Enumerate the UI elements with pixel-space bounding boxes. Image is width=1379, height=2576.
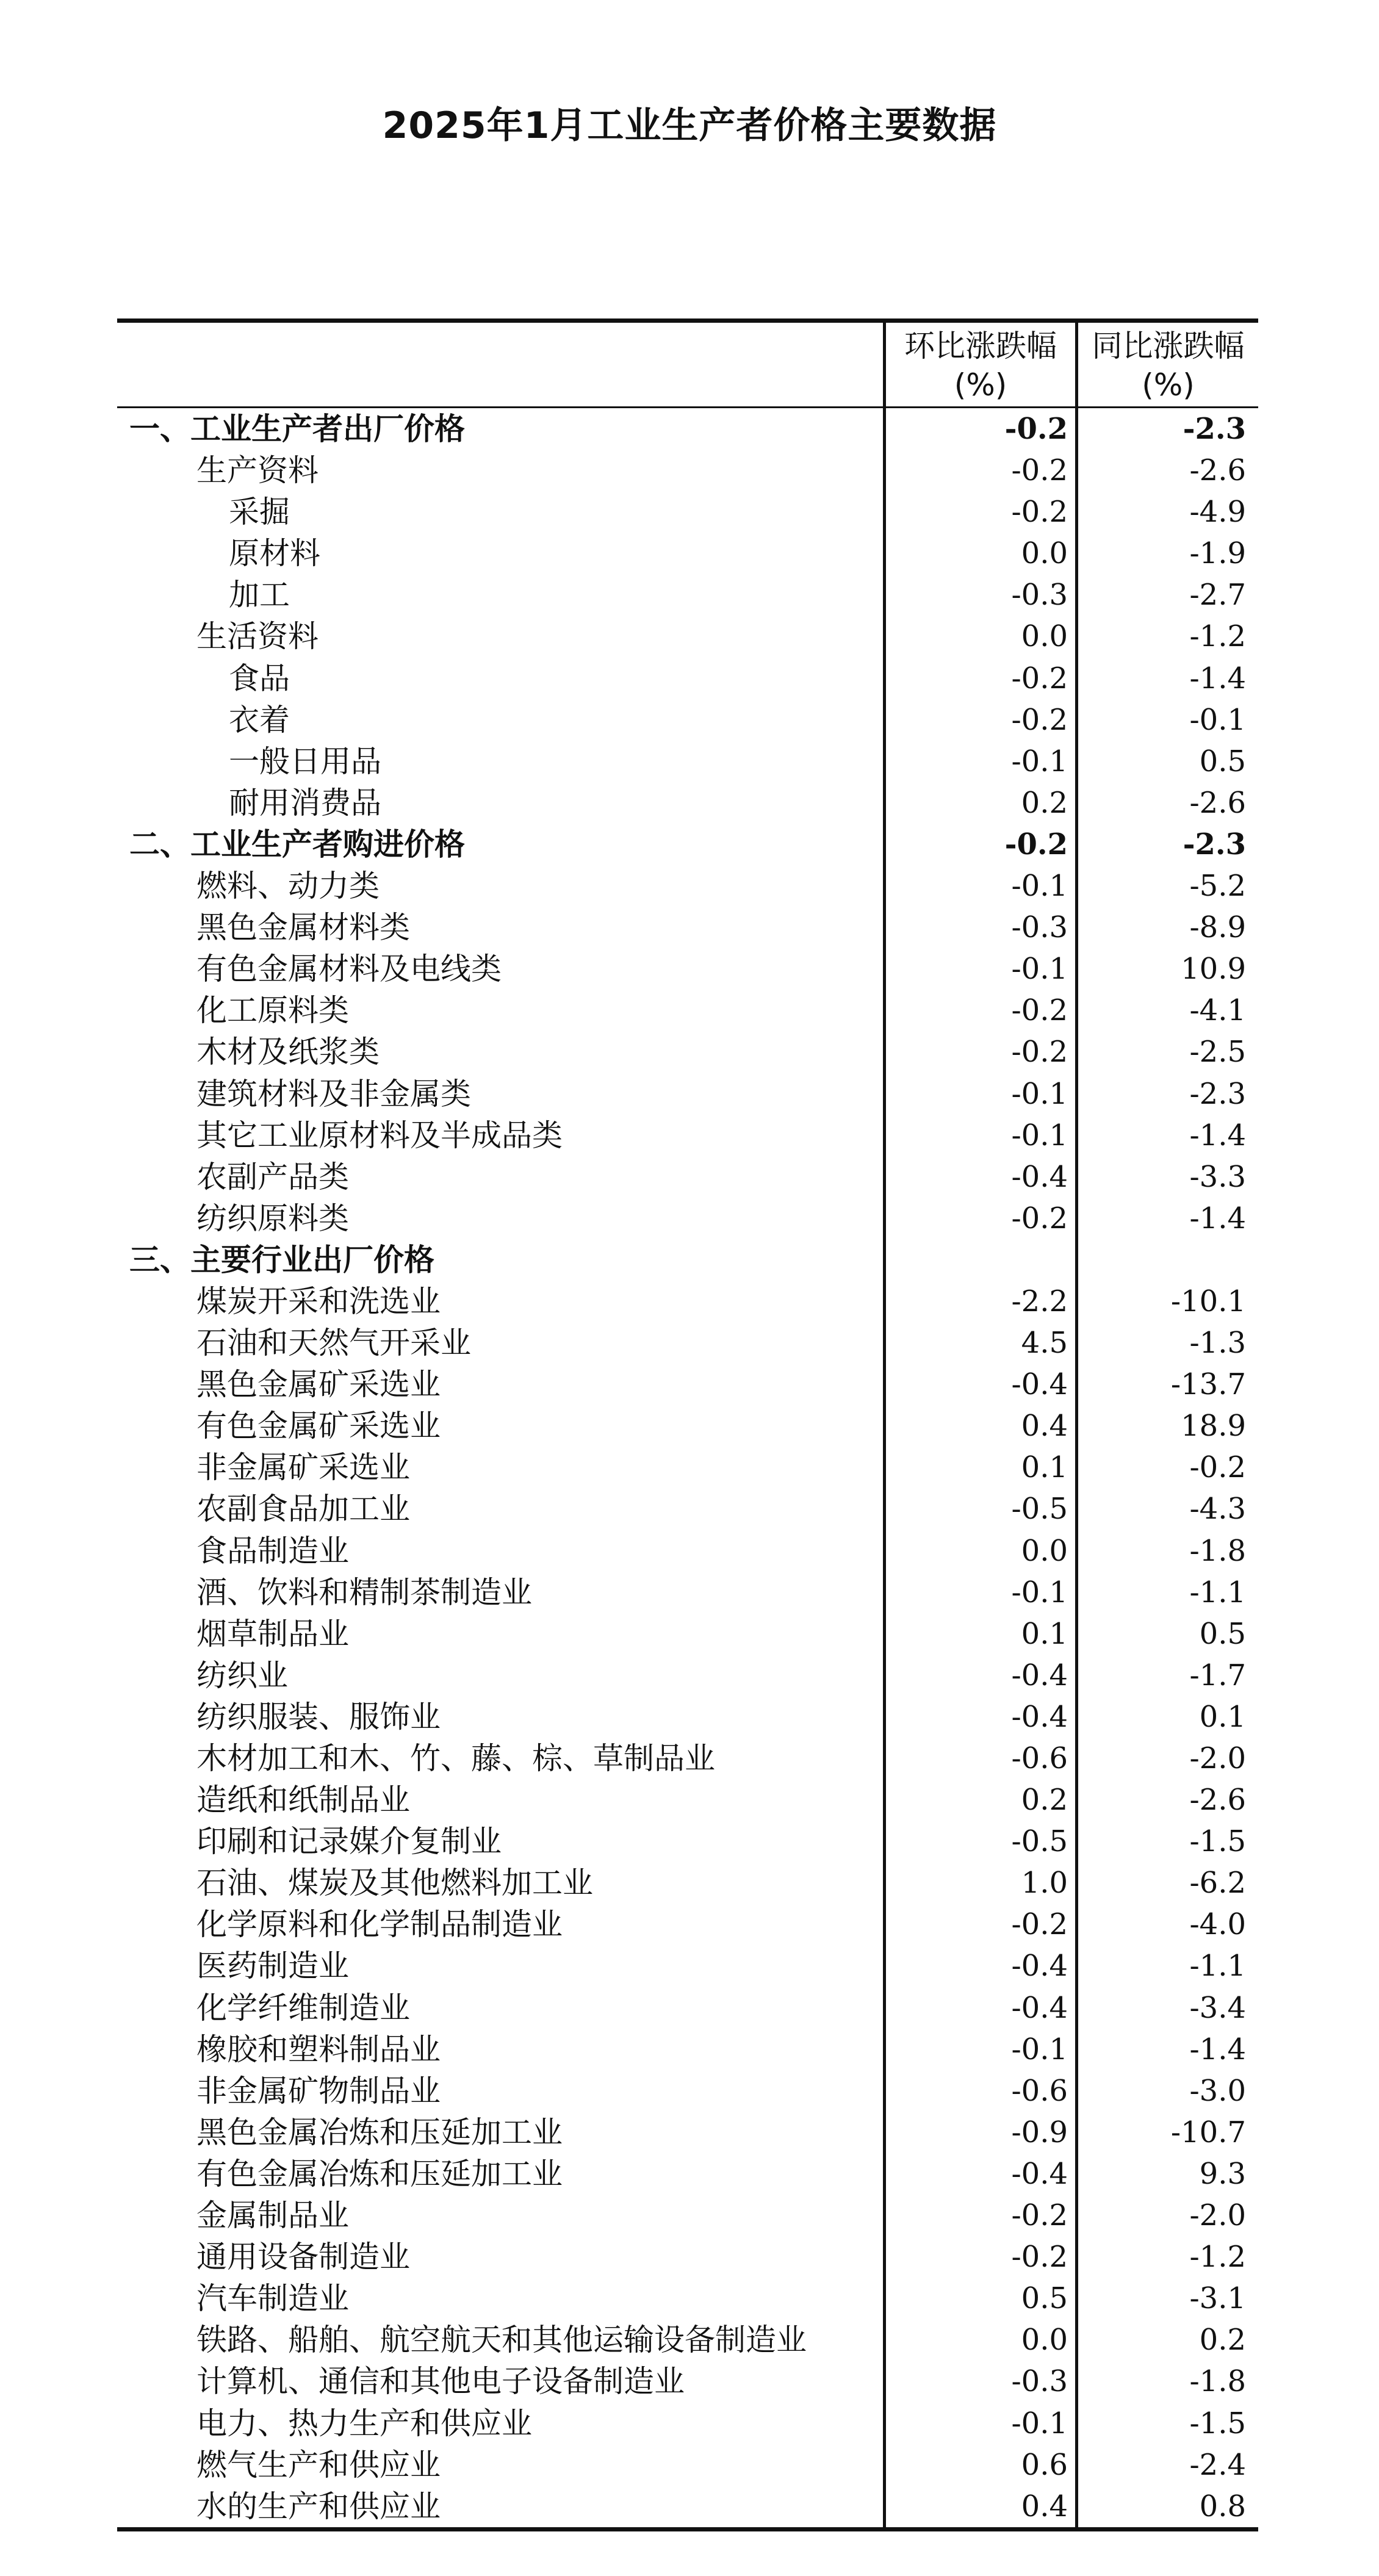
yoy-value: -1.4 (1075, 1115, 1258, 1156)
table-row (117, 2403, 1258, 2444)
yoy-value: -2.3 (1075, 824, 1258, 865)
table-row (117, 1073, 1258, 1115)
section-heading: 二、工业生产者购进价格 (129, 826, 465, 862)
row-label: 农副食品加工业 (196, 1491, 410, 1527)
table-body (117, 408, 1258, 2527)
mom-value: 0.4 (883, 1405, 1075, 1447)
table-row (117, 616, 1258, 657)
row-label: 石油和天然气开采业 (196, 1325, 471, 1361)
mom-value: -0.2 (883, 658, 1075, 699)
row-label: 煤炭开采和洗选业 (196, 1283, 441, 1319)
table-row (117, 533, 1258, 574)
table-row (117, 2195, 1258, 2236)
mom-value (883, 1239, 1075, 1281)
mom-value: -0.2 (883, 1198, 1075, 1239)
mom-value: -0.4 (883, 2153, 1075, 2195)
table-row (117, 2278, 1258, 2319)
table-row (117, 2029, 1258, 2070)
yoy-value: -2.3 (1075, 1073, 1258, 1115)
yoy-value: -3.3 (1075, 1156, 1258, 1198)
row-label: 有色金属矿采选业 (196, 1408, 441, 1444)
table-row (117, 1488, 1258, 1530)
yoy-value: 0.5 (1075, 1613, 1258, 1655)
table-row (117, 1613, 1258, 1655)
table-row (117, 907, 1258, 948)
yoy-value: -2.0 (1075, 2195, 1258, 2236)
mom-value: -0.1 (883, 2403, 1075, 2444)
yoy-value: -3.4 (1075, 1987, 1258, 2029)
row-label: 燃气生产和供应业 (196, 2447, 441, 2483)
yoy-value: -1.7 (1075, 1655, 1258, 1696)
table-row (117, 741, 1258, 782)
mom-value: -0.1 (883, 741, 1075, 782)
row-label: 加工 (229, 577, 290, 613)
yoy-value: -4.1 (1075, 990, 1258, 1031)
mom-value: -0.6 (883, 1738, 1075, 1779)
table-row (117, 865, 1258, 907)
table-row (117, 1447, 1258, 1488)
row-label: 铁路、船舶、航空航天和其他运输设备制造业 (196, 2322, 807, 2358)
row-label: 生活资料 (196, 619, 319, 655)
mom-value: -0.2 (883, 2195, 1075, 2236)
mom-value: -0.2 (883, 1031, 1075, 1073)
table-row (117, 1530, 1258, 1572)
yoy-value: -1.1 (1075, 1572, 1258, 1613)
table-row (117, 1945, 1258, 1987)
table-row (117, 1655, 1258, 1696)
header-mom (883, 323, 1075, 406)
mom-value: -0.9 (883, 2112, 1075, 2153)
mom-value: -0.3 (883, 574, 1075, 616)
table-row (117, 658, 1258, 699)
table-row (117, 450, 1258, 491)
mom-value: -0.2 (883, 450, 1075, 491)
yoy-value: -4.9 (1075, 491, 1258, 533)
row-label: 黑色金属冶炼和压延加工业 (196, 2114, 563, 2150)
yoy-value (1075, 1239, 1258, 1281)
yoy-value: 0.1 (1075, 1696, 1258, 1738)
yoy-value: -6.2 (1075, 1862, 1258, 1904)
row-label: 化工原料类 (196, 993, 349, 1029)
table-row (117, 1031, 1258, 1073)
mom-value: -0.4 (883, 1156, 1075, 1198)
yoy-value: 0.5 (1075, 741, 1258, 782)
row-label: 橡胶和塑料制品业 (196, 2031, 441, 2067)
table-row (117, 1821, 1258, 1862)
mom-value: 0.0 (883, 616, 1075, 657)
mom-value: -0.4 (883, 1655, 1075, 1696)
mom-value: -0.4 (883, 1364, 1075, 1405)
mom-value: 0.2 (883, 782, 1075, 824)
table-row (117, 2486, 1258, 2527)
table-row (117, 2319, 1258, 2361)
yoy-value: -0.2 (1075, 1447, 1258, 1488)
table-row (117, 574, 1258, 616)
table-row (117, 2153, 1258, 2195)
header-yoy (1075, 323, 1258, 406)
table-row (117, 1281, 1258, 1322)
mom-value: -0.2 (883, 824, 1075, 865)
row-label: 印刷和记录媒介复制业 (196, 1824, 502, 1860)
yoy-value: -2.3 (1075, 408, 1258, 450)
table-row (117, 1364, 1258, 1405)
yoy-value: -1.8 (1075, 2361, 1258, 2402)
row-label: 燃料、动力类 (196, 868, 380, 904)
table-row (117, 699, 1258, 741)
mom-value: -0.1 (883, 948, 1075, 990)
table-header (117, 323, 1258, 406)
row-label: 非金属矿采选业 (196, 1450, 410, 1486)
row-label: 一般日用品 (229, 743, 381, 779)
mom-value: -0.2 (883, 990, 1075, 1031)
table-top-rule (117, 318, 1258, 323)
yoy-value: -2.6 (1075, 450, 1258, 491)
yoy-value: -1.3 (1075, 1322, 1258, 1364)
row-label: 通用设备制造业 (196, 2239, 410, 2275)
yoy-value: -1.2 (1075, 2236, 1258, 2278)
yoy-value: -1.4 (1075, 1198, 1258, 1239)
yoy-value: -2.4 (1075, 2444, 1258, 2486)
mom-value: -0.2 (883, 2236, 1075, 2278)
yoy-value: -2.7 (1075, 574, 1258, 616)
mom-value: -0.1 (883, 1115, 1075, 1156)
yoy-value: -2.6 (1075, 1779, 1258, 1821)
mom-value: 0.1 (883, 1447, 1075, 1488)
header-label-blank (117, 323, 883, 406)
header-mom-title: 环比涨跌幅 (904, 328, 1057, 364)
mom-value: -0.4 (883, 1987, 1075, 2029)
row-label: 纺织业 (196, 1657, 288, 1693)
header-mom-unit: (%) (954, 367, 1007, 403)
page-title: 2025年1月工业生产者价格主要数据 (382, 104, 997, 147)
yoy-value: -2.0 (1075, 1738, 1258, 1779)
table-row (117, 2112, 1258, 2153)
row-label: 木材及纸浆类 (196, 1034, 380, 1070)
mom-value: 0.0 (883, 2319, 1075, 2361)
row-label: 木材加工和木、竹、藤、棕、草制品业 (196, 1741, 715, 1776)
row-label: 其它工业原材料及半成品类 (196, 1117, 563, 1153)
mom-value: -0.1 (883, 1073, 1075, 1115)
yoy-value: -1.5 (1075, 2403, 1258, 2444)
section-heading: 一、工业生产者出厂价格 (129, 411, 465, 447)
table-row (117, 1115, 1258, 1156)
mom-value: -0.3 (883, 907, 1075, 948)
table-row (117, 1779, 1258, 1821)
mom-value: -2.2 (883, 1281, 1075, 1322)
row-label: 计算机、通信和其他电子设备制造业 (196, 2364, 685, 2400)
mom-value: 0.0 (883, 1530, 1075, 1572)
yoy-value: -1.1 (1075, 1945, 1258, 1987)
mom-value: -0.5 (883, 1821, 1075, 1862)
table-row (117, 2361, 1258, 2402)
table-row (117, 2236, 1258, 2278)
mom-value: -0.2 (883, 408, 1075, 450)
yoy-value: 18.9 (1075, 1405, 1258, 1447)
header-yoy-title: 同比涨跌幅 (1092, 328, 1245, 364)
mom-value: -0.2 (883, 1904, 1075, 1945)
row-label: 黑色金属矿采选业 (196, 1367, 441, 1403)
row-label: 水的生产和供应业 (196, 2488, 441, 2524)
table-row (117, 1405, 1258, 1447)
mom-value: -0.3 (883, 2361, 1075, 2402)
mom-value: -0.1 (883, 865, 1075, 907)
yoy-value: -2.5 (1075, 1031, 1258, 1073)
price-data-table (117, 318, 1258, 2531)
table-row (117, 2070, 1258, 2112)
header-yoy-unit: (%) (1142, 367, 1195, 403)
mom-value: 0.2 (883, 1779, 1075, 1821)
table-row (117, 1239, 1258, 1281)
row-label: 原材料 (229, 536, 320, 572)
table-row (117, 2444, 1258, 2486)
yoy-value: -3.1 (1075, 2278, 1258, 2319)
yoy-value: -1.4 (1075, 658, 1258, 699)
section-heading: 三、主要行业出厂价格 (129, 1242, 434, 1278)
mom-value: -0.1 (883, 1572, 1075, 1613)
yoy-value: -5.2 (1075, 865, 1258, 907)
table-row (117, 990, 1258, 1031)
table-row (117, 824, 1258, 865)
row-label: 建筑材料及非金属类 (196, 1076, 471, 1112)
mom-value: -0.4 (883, 1696, 1075, 1738)
mom-value: 0.6 (883, 2444, 1075, 2486)
yoy-value: 9.3 (1075, 2153, 1258, 2195)
row-label: 有色金属冶炼和压延加工业 (196, 2156, 563, 2192)
mom-value: 1.0 (883, 1862, 1075, 1904)
row-label: 酒、饮料和精制茶制造业 (196, 1574, 532, 1610)
mom-value: -0.2 (883, 491, 1075, 533)
yoy-value: -2.6 (1075, 782, 1258, 824)
row-label: 化学纤维制造业 (196, 1990, 410, 2026)
row-label: 耐用消费品 (229, 785, 381, 821)
row-label: 食品 (229, 660, 290, 696)
mom-value: -0.5 (883, 1488, 1075, 1530)
row-label: 有色金属材料及电线类 (196, 951, 502, 987)
table-row (117, 1904, 1258, 1945)
row-label: 烟草制品业 (196, 1616, 349, 1652)
row-label: 黑色金属材料类 (196, 910, 410, 946)
row-label: 采掘 (229, 494, 290, 530)
table-row (117, 1322, 1258, 1364)
row-label: 食品制造业 (196, 1533, 349, 1569)
table-row (117, 948, 1258, 990)
yoy-value: -4.0 (1075, 1904, 1258, 1945)
mom-value: -0.6 (883, 2070, 1075, 2112)
mom-value: 4.5 (883, 1322, 1075, 1364)
yoy-value: -1.4 (1075, 2029, 1258, 2070)
table-row (117, 1572, 1258, 1613)
yoy-value: -10.7 (1075, 2112, 1258, 2153)
yoy-value: -3.0 (1075, 2070, 1258, 2112)
row-label: 造纸和纸制品业 (196, 1782, 410, 1818)
table-row (117, 491, 1258, 533)
yoy-value: -13.7 (1075, 1364, 1258, 1405)
table-row (117, 1696, 1258, 1738)
mom-value: -0.4 (883, 1945, 1075, 1987)
row-label: 石油、煤炭及其他燃料加工业 (196, 1865, 593, 1901)
table-row (117, 782, 1258, 824)
yoy-value: -8.9 (1075, 907, 1258, 948)
table-bottom-rule (117, 2527, 1258, 2531)
row-label: 农副产品类 (196, 1159, 349, 1195)
row-label: 生产资料 (196, 453, 319, 489)
mom-value: 0.4 (883, 2486, 1075, 2527)
table-row (117, 408, 1258, 450)
row-label: 金属制品业 (196, 2198, 349, 2234)
table-row (117, 1738, 1258, 1779)
yoy-value: -4.3 (1075, 1488, 1258, 1530)
table-row (117, 1862, 1258, 1904)
yoy-value: -1.2 (1075, 616, 1258, 657)
mom-value: -0.2 (883, 699, 1075, 741)
row-label: 电力、热力生产和供应业 (196, 2405, 532, 2441)
mom-value: -0.1 (883, 2029, 1075, 2070)
mom-value: 0.0 (883, 533, 1075, 574)
yoy-value: 0.2 (1075, 2319, 1258, 2361)
row-label: 非金属矿物制品业 (196, 2073, 441, 2109)
yoy-value: -10.1 (1075, 1281, 1258, 1322)
table-row (117, 1198, 1258, 1239)
mom-value: 0.5 (883, 2278, 1075, 2319)
row-label: 衣着 (229, 702, 290, 738)
mom-value: 0.1 (883, 1613, 1075, 1655)
table-row (117, 1987, 1258, 2029)
row-label: 化学原料和化学制品制造业 (196, 1907, 563, 1943)
yoy-value: 0.8 (1075, 2486, 1258, 2527)
table-row (117, 1156, 1258, 1198)
row-label: 纺织服装、服饰业 (196, 1699, 441, 1735)
yoy-value: -1.9 (1075, 533, 1258, 574)
row-label: 医药制造业 (196, 1948, 349, 1984)
row-label: 汽车制造业 (196, 2281, 349, 2317)
yoy-value: -1.8 (1075, 1530, 1258, 1572)
yoy-value: 10.9 (1075, 948, 1258, 990)
row-label: 纺织原料类 (196, 1200, 349, 1236)
yoy-value: -1.5 (1075, 1821, 1258, 1862)
yoy-value: -0.1 (1075, 699, 1258, 741)
